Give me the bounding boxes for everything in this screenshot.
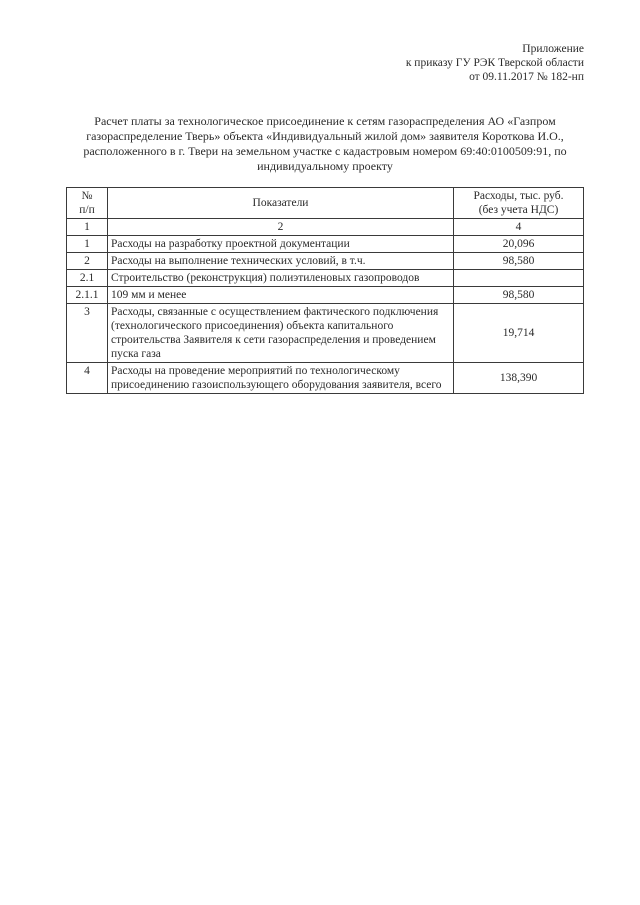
row-number: 1 — [67, 236, 108, 253]
row-value: 98,580 — [454, 287, 584, 304]
header-costs-line-2: (без учета НДС) — [478, 204, 559, 216]
calculation-table — [66, 187, 584, 394]
row-value: 20,096 — [454, 236, 584, 253]
column-number-1: 1 — [67, 219, 108, 236]
row-indicator: Расходы на разработку проектной документации — [108, 236, 454, 253]
column-number-3: 4 — [454, 219, 584, 236]
header-number — [67, 188, 108, 219]
table-row — [67, 253, 584, 270]
header-costs — [454, 188, 584, 219]
table-row — [67, 270, 584, 287]
appendix-line-3: от 09.11.2017 № 182-нп — [469, 71, 584, 83]
header-number-line-1: № — [81, 190, 93, 202]
row-indicator: Расходы на проведение мероприятий по технологическому присоединению газоиспользующего оборудования заявителя, всего — [108, 363, 454, 394]
table-row — [67, 363, 584, 394]
table-row — [67, 304, 584, 363]
table-row — [67, 236, 584, 253]
row-number: 2.1.1 — [67, 287, 108, 304]
row-indicator: 109 мм и менее — [108, 287, 454, 304]
row-number: 2.1 — [67, 270, 108, 287]
row-indicator: Расходы, связанные с осуществлением фактического подключения (технологического присоединения) объекта капитального строительства Заявителя к сети газораспределения и проведением пуска газа — [108, 304, 454, 363]
header-indicators: Показатели — [108, 188, 454, 219]
row-value: 19,714 — [454, 304, 584, 363]
row-value — [454, 270, 584, 287]
row-value: 98,580 — [454, 253, 584, 270]
document-title: Расчет платы за технологическое присоединение к сетям газораспределения АО «Газпром газораспределение Тверь» объекта «Индивидуальный жилой дом» заявителя Короткова И.О., расположенного в г. Твери на земельном участке с кадастровым номером 69:40:0100509:91, по индивидуальному проекту — [83, 114, 567, 173]
row-number: 3 — [67, 304, 108, 363]
header-number-line-2: п/п — [79, 204, 95, 216]
appendix-line-1: Приложение — [522, 43, 584, 55]
header-costs-line-1: Расходы, тыс. руб. — [473, 190, 564, 202]
row-number: 2 — [67, 253, 108, 270]
column-number-2: 2 — [108, 219, 454, 236]
row-indicator: Расходы на выполнение технических условий, в т.ч. — [108, 253, 454, 270]
appendix-header — [284, 42, 584, 84]
appendix-line-2: к приказу ГУ РЭК Тверской области — [405, 57, 584, 69]
row-number: 4 — [67, 363, 108, 394]
table-row — [67, 287, 584, 304]
row-value: 138,390 — [454, 363, 584, 394]
row-indicator: Строительство (реконструкция) полиэтиленовых газопроводов — [108, 270, 454, 287]
column-number-row — [67, 219, 584, 236]
table-header-row — [67, 188, 584, 219]
